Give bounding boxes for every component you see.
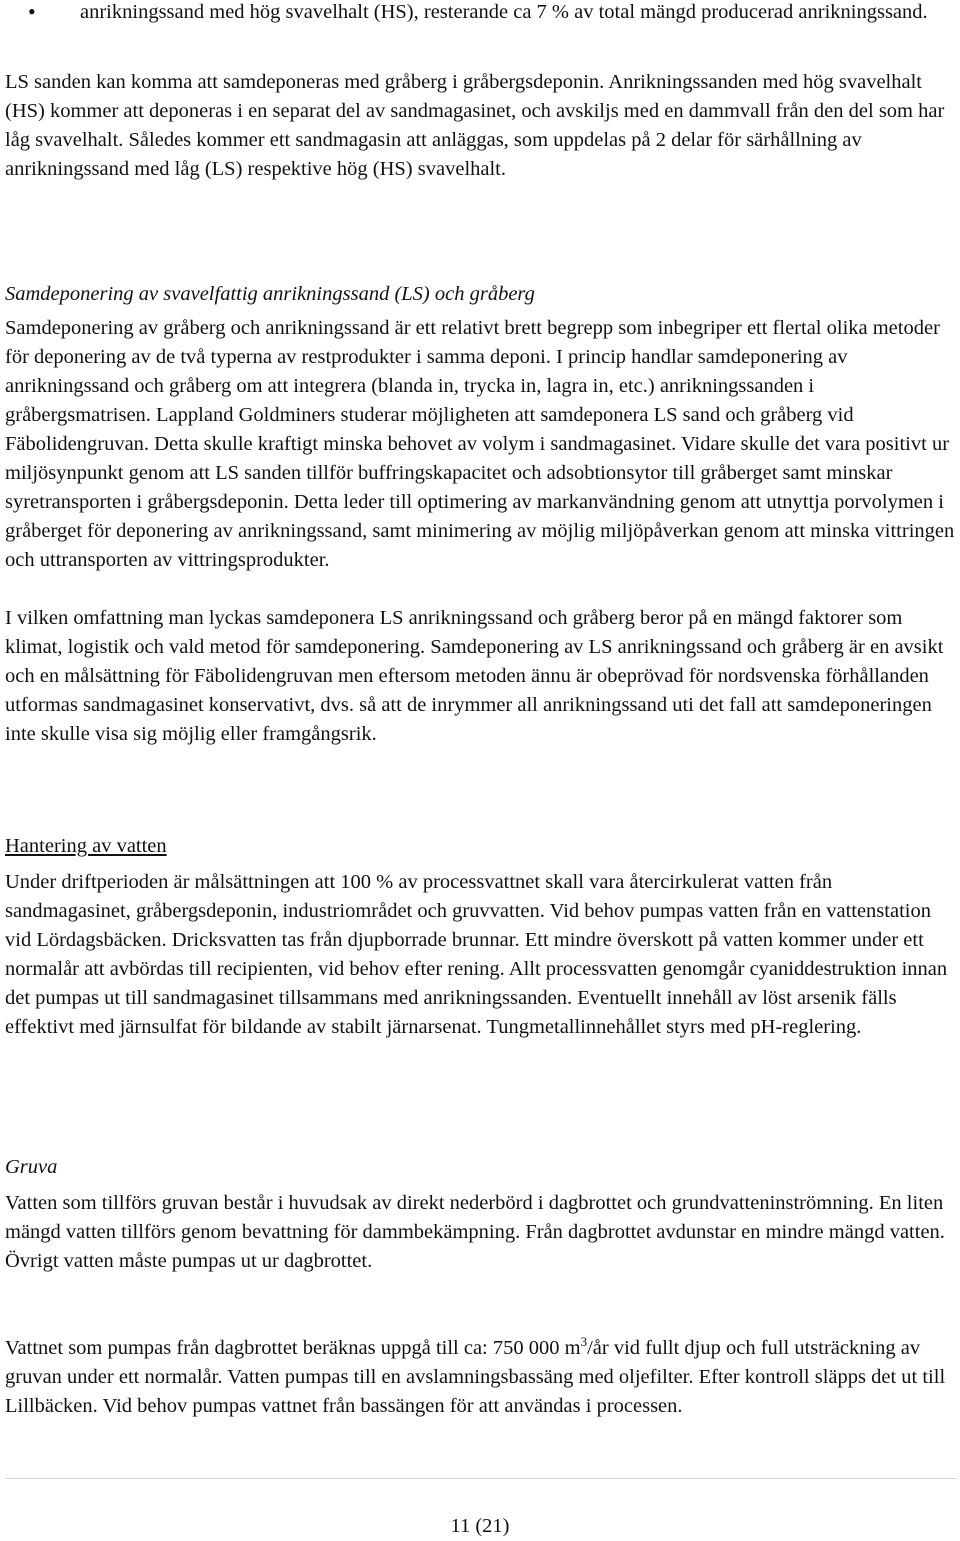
gruva-paragraph-2-end: /år vid fullt djup och full utsträckning av gruvan under ett normalår. Vatten pumpas till en avslamningsbassäng med oljefilter. Efter kontroll släpps det ut till Lillbäcken. Vid behov pumpas vattnet från bassängen för att användas i processen. [5, 1337, 946, 1417]
samdeponering-paragraph-2: I vilken omfattning man lyckas samdeponera LS anrikningssand och gråberg beror på en mängd faktorer som klimat, logistik och vald metod för samdeponering. Samdeponering av LS anrikningssand och gråberg är en avsikt och en målsättning för Fäbolidengruvan men eftersom metoden ännu är obeprövad för nordsvenska förhållanden utformas sandmagasinet konservativt, dvs. så att de inrymmer all anrikningssand uti det fall att samdeponeringen inte skulle visa sig möjlig eller framgångsrik. [5, 607, 944, 745]
samdeponering-heading: Samdeponering av svavelfattig anrikningssand (LS) och gråberg [5, 283, 535, 305]
bullet-icon: • [28, 0, 36, 24]
footer-divider [5, 1478, 957, 1479]
gruva-paragraph-2 [5, 1334, 957, 1421]
vatten-heading: Hantering av vatten [5, 835, 167, 857]
bullet-item: anrikningssand med hög svavelhalt (HS), resterande ca 7 % av total mängd producerad anrikningssand. [80, 1, 928, 23]
gruva-heading: Gruva [5, 1156, 58, 1178]
vatten-paragraph: Under driftperioden är målsättningen att 100 % av processvattnet skall vara återcirkulerat vatten från sandmagasinet, gråbergsdeponin, industriområdet och gruvvatten. Vid behov pumpas vatten från en vattenstation vid Lördagsbäcken. Dricksvatten tas från djupborrade brunnar. Ett mindre överskott på vatten kommer under ett normalår att avbördas till recipienten, vid behov efter rening. Allt processvatten genomgår cyaniddestruktion innan det pumpas ut till sandmagasinet tillsammans med anrikningssanden. Eventuellt innehåll av löst arsenik fälls effektivt med järnsulfat för bildande av stabilt järnarsenat. Tungmetallinnehållet styrs med pH-reglering. [5, 871, 948, 1038]
page-number: 11 (21) [450, 1515, 510, 1537]
intro-paragraph: LS sanden kan komma att samdeponeras med gråberg i gråbergsdeponin. Anrikningssanden med hög svavelhalt (HS) kommer att deponeras i en separat del av sandmagasinet, och avskiljs med en dammvall från den del som har låg svavelhalt. Således kommer ett sandmagasin att anläggas, som uppdelas på 2 delar för särhållning av anrikningssand med låg (LS) respektive hög (HS) svavelhalt. [5, 71, 945, 180]
gruva-paragraph-2-start: Vattnet som pumpas från dagbrottet beräknas uppgå till ca: 750 000 m [5, 1337, 581, 1359]
superscript-three: 3 [580, 1334, 588, 1349]
samdeponering-paragraph-1: Samdeponering av gråberg och anrikningssand är ett relativt brett begrepp som inbegriper ett flertal olika metoder för deponering av de två typerna av restprodukter i samma deponi. I princip handlar samdeponering av anrikningssand och gråberg om att integrera (blanda in, trycka in, lagra in, etc.) anrikningssanden i gråbergsmatrisen. Lappland Goldminers studerar möjligheten att samdeponera LS sand och gråberg vid Fäbolidengruvan. Detta skulle kraftigt minska behovet av volym i sandmagasinet. Vidare skulle det vara positivt ur miljösynpunkt genom att LS sanden tillför buffringskapacitet och adsobtionsytor till gråberget samt minskar syretransporten i gråbergsdeponin. Detta leder till optimering av markanvändning genom att utnyttja porvolymen i gråberget för deponering av anrikningssand, samt minimering av möjlig miljöpåverkan genom att minska vittringen och uttransporten av vittringsprodukter. [5, 317, 955, 571]
gruva-paragraph-1: Vatten som tillförs gruvan består i huvudsak av direkt nederbörd i dagbrottet och grundvatteninströmning. En liten mängd vatten tillförs genom bevattning för dammbekämpning. Från dagbrottet avdunstar en mindre mängd vatten. Övrigt vatten måste pumpas ut ur dagbrottet. [5, 1192, 945, 1272]
